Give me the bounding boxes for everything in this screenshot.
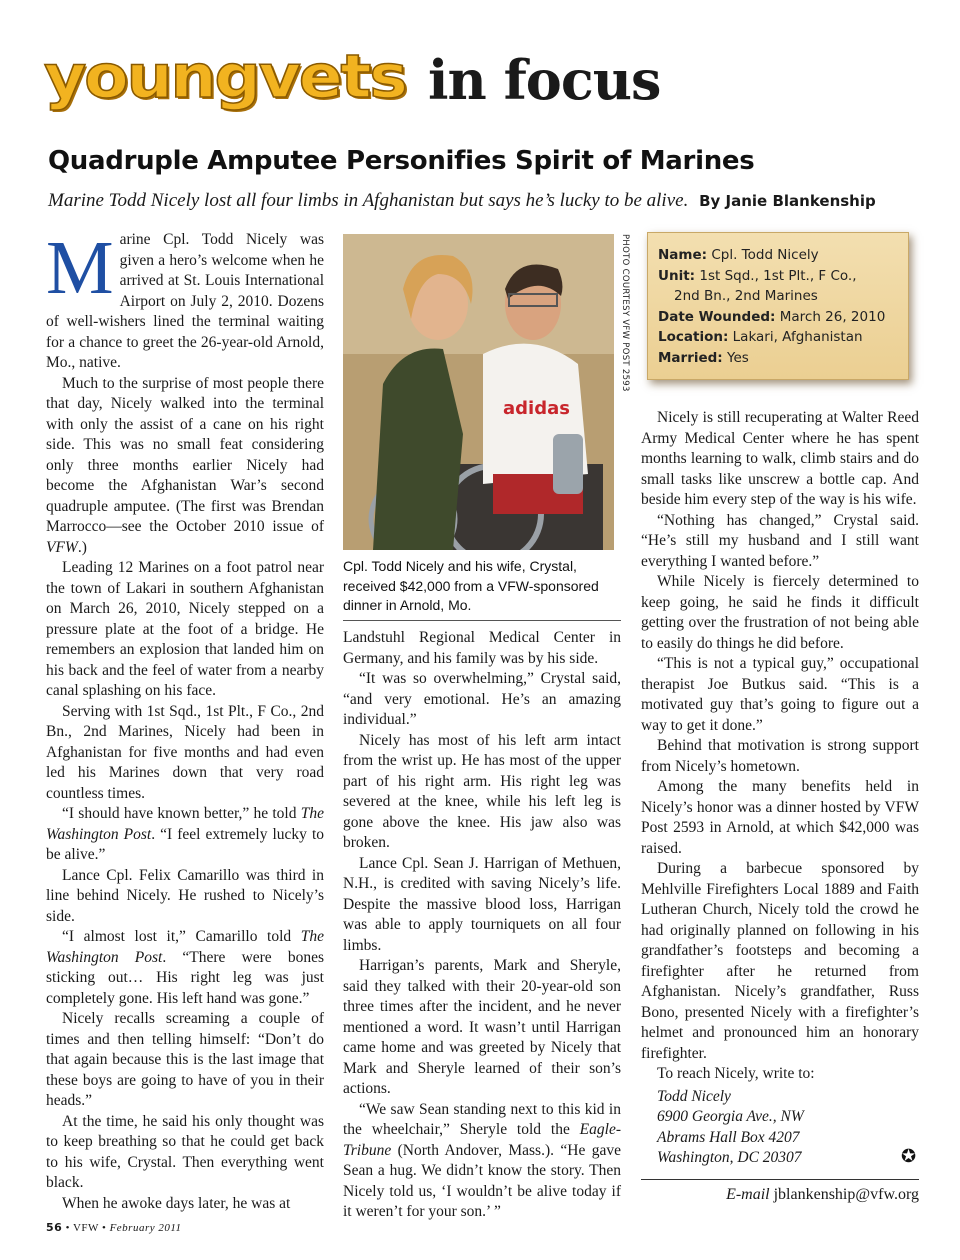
section-masthead	[44, 42, 661, 112]
paragraph: Landstuhl Regional Medical Center in Germany, and his family was by his side.	[343, 629, 621, 667]
address-line: 6900 Georgia Ave., NW	[657, 1108, 804, 1125]
column-3	[641, 408, 919, 1169]
paragraph: When he awoke days later, he was at	[62, 1194, 291, 1212]
article-photo	[343, 234, 614, 550]
fact-box	[647, 232, 909, 380]
mailing-address	[641, 1087, 919, 1169]
masthead-in-focus: in focus	[428, 48, 661, 112]
paragraph: To reach Nicely, write to:	[657, 1065, 815, 1082]
photo-illustration	[343, 234, 614, 550]
paragraph: Lance Cpl. Felix Camarillo was third in line behind Nicely. He rushed to Nicely’s side.	[46, 866, 324, 925]
paragraph: Serving with 1st Sqd., 1st Plt., F Co., 2nd Bn., 2nd Marines, Nicely had been in Afghanistan for five months and had even led his Marines down that very road countless times.	[46, 702, 324, 802]
paragraph: During a barbecue sponsored by Mehlville Firefighters Local 1889 and Faith Lutheran Church, Nicely told the crowd he had originally planned on following in his grandfather’s footsteps and becoming a firefighter after he returned from Afghanistan. Nicely’s grandfather, Russ Bono, presented Nicely with a firefighter’s helmet and pronounced him an honorary firefighter.	[641, 860, 919, 1062]
fact-date-wounded: Date Wounded: March 26, 2010	[658, 308, 886, 325]
byline: By Janie Blankenship	[699, 192, 876, 210]
article-dek	[48, 190, 876, 212]
address-line: Todd Nicely	[657, 1087, 731, 1105]
drop-cap: M	[46, 226, 114, 310]
shirt-logo: adidas	[503, 398, 570, 419]
masthead-youngvets: youngvets	[44, 42, 406, 112]
fact-unit-line2: 2nd Bn., 2nd Marines	[674, 288, 818, 304]
author-email[interactable]	[641, 1186, 919, 1204]
column-2	[343, 628, 621, 1223]
article-headline: Quadruple Amputee Personifies Spirit of Marines	[48, 146, 755, 176]
column-1	[46, 226, 324, 1214]
page-number: 56	[46, 1221, 63, 1234]
dek-text: Marine Todd Nicely lost all four limbs in Afghanistan but says he’s lucky to be alive.	[48, 190, 689, 211]
address-line: Abrams Hall Box 4207	[657, 1128, 800, 1146]
end-divider	[641, 1179, 919, 1180]
fact-name: Name: Cpl. Todd Nicely	[658, 247, 819, 263]
paragraph: “We saw Sean standing next to this kid in the wheelchair,” Sheryle told the Eagle-Tribune (North Andover, Mass.). “He gave Sean a hug. We didn’t know the story. Then Nicely told us, ‘I wouldn’t be alive today if it weren’t for your son.’ ”	[343, 1100, 621, 1220]
email-address[interactable]: jblankenship@vfw.org	[773, 1186, 919, 1203]
paragraph: Among the many benefits held in Nicely’s honor was a dinner hosted by VFW Post 2593 in Arnold, at which $42,000 was raised.	[641, 778, 919, 857]
paragraph: While Nicely is fiercely determined to keep going, he said he finds it difficult getting over the frustration of not being able to easily do things he did before.	[641, 573, 919, 652]
paragraph: Harrigan’s parents, Mark and Sheryle, said they talked with their 20-year-old son three times after the incident, and he never mentioned a word. It wasn’t until Harrigan came home and was greeted by Nicely that Mark and Sheryle learned of their son’s actions.	[343, 957, 621, 1097]
paragraph: “I almost lost it,” Camarillo told The Washington Post. “There were bones sticking out… His right leg was just completely gone. His left hand was gone.”	[46, 928, 324, 1007]
fact-married: Married: Yes	[658, 349, 749, 366]
paragraph: Lance Cpl. Sean J. Harrigan of Methuen, N.H., is credited with saving Nicely’s life. Despite the massive blood loss, Harrigan was able to apply tourniquets on all four limbs.	[343, 854, 621, 954]
issue-date: February 2011	[109, 1222, 182, 1234]
address-line: Washington, DC 20307	[657, 1149, 802, 1166]
paragraph: Leading 12 Marines on a foot patrol near the town of Lakari in southern Afghanistan on March 26, 2010, Nicely stepped on a pressure plate at the foot of a bridge. He remembers an explosion that landed him on his back and the feel of water from a nearby canal splashing on his face.	[46, 559, 324, 699]
fact-unit: Unit: 1st Sqd., 1st Plt., F Co.,	[658, 267, 857, 284]
caption-divider	[343, 620, 621, 621]
paragraph: Nicely recalls screaming a couple of times and then telling himself: “Don’t do that again because this is the last image that these boys are going to have of you in their heads.”	[46, 1010, 324, 1109]
end-star-icon: ✪	[901, 1146, 917, 1166]
paragraph: At the time, he said his only thought was to keep breathing so that he could get back to his wife, Crystal. Then everything went black.	[46, 1112, 324, 1191]
photo-credit: PHOTO COURTESY VFW POST 2593	[620, 234, 630, 392]
paragraph: arine Cpl. Todd Nicely was given a hero’s welcome when he arrived at St. Louis International Airport on July 2, 2010. Dozens of well-wishers lined the terminal waiting for a chance to greet the 26-year-old Arnold, Mo., native.	[46, 231, 324, 371]
email-label: E-mail	[726, 1186, 770, 1203]
photo-caption: Cpl. Todd Nicely and his wife, Crystal, received $42,000 from a VFW-sponsored dinner in Arnold, Mo.	[343, 558, 599, 613]
magazine-name: VFW	[72, 1222, 99, 1234]
paragraph: “Nothing has changed,” Crystal said. “He’s still my husband and I still want everything I wanted before.”	[641, 511, 919, 570]
paragraph: Nicely has most of his left arm intact from the wrist up. He has most of the upper part of his right arm. His right leg was severed at the knee, while his left leg is gone above the knee. His jaw also was broken.	[343, 731, 621, 851]
paragraph: “This is not a typical guy,” occupational therapist Joe Butkus said. “This is a motivated guy that’s going to figure out a way to get it done.”	[641, 655, 919, 734]
paragraph: Nicely is still recuperating at Walter Reed Army Medical Center where he has spent months learning to walk, climb stairs and do small tasks like unscrew a bottle cap. And beside him every step of the way is his wife.	[641, 409, 919, 508]
paragraph: “I should have known better,” he told The Washington Post. “I feel extremely lucky to be alive.”	[46, 805, 324, 863]
paragraph: “It was so overwhelming,” Crystal said, “and very emotional. He’s an amazing individual.”	[343, 670, 621, 728]
fact-location: Location: Lakari, Afghanistan	[658, 329, 863, 345]
paragraph: Much to the surprise of most people there that day, Nicely walked into the terminal with only the assist of a cane on his right side. This was no small feat considering only three months earlier Nicely had become the Afghanistan War’s second quadruple amputee. (The first was Brendan Marrocco—see the October 2010 issue of VFW.)	[46, 374, 324, 556]
paragraph: Behind that motivation is strong support from Nicely’s hometown.	[641, 737, 919, 775]
page-folio: 56 • VFW • February 2011	[46, 1221, 182, 1234]
